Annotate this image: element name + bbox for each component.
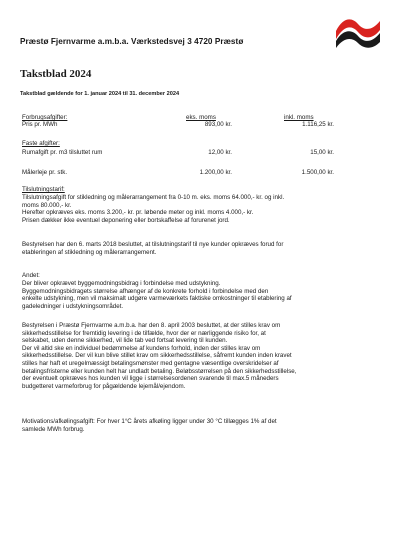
validity-subtitle: Takstblad gældende for 1. januar 2024 til 31. december 2024 xyxy=(20,91,180,97)
company-header: Præstø Fjernvarme a.m.b.a. Værkstedsvej 3 4720 Præstø xyxy=(20,37,244,46)
tilslutning-heading: Tilslutningstarif: xyxy=(22,186,65,193)
motivation-text: Motivations/afkølingsafgift: For hver 1°C årets afkøling ligger under 30 °C tillægges 1% af det samlede MWh forbrug. xyxy=(22,418,277,433)
column-header-ex-moms: eks. moms xyxy=(186,114,216,121)
bestyrelse-tilslutning-text: Bestyrelsen har den 6. marts 2018 besluttet, at tilslutningstarif til nye kunder opkræves forud for etableringen af stikledning og målerarrangement. xyxy=(22,241,284,256)
price-per-mwh-ex: 893,00 kr. xyxy=(204,121,232,128)
rumafgift-inc: 15,00 kr. xyxy=(310,149,334,156)
tilslutning-text: Tilslutningsafgift for stikledning og målerarrangement fra 0-10 m. eks. moms 64.000,- kr. og inkl. moms 80.000,- kr. Herefter opkræves eks. moms 3.200,- kr. pr. løbende meter og inkl. moms 4.000,- kr. Prisen dækker ikke eventuel deponering eller bortskaffelse af forurenet jord. xyxy=(22,194,285,224)
rumafgift-label: Rumafgift pr. m3 tilsluttet rum xyxy=(22,149,103,156)
andet-heading: Andet: xyxy=(22,272,40,279)
maalerleje-label: Målerleje pr. stk. xyxy=(22,169,68,176)
page-title: Takstblad 2024 xyxy=(20,68,92,80)
maalerleje-inc: 1.500,00 kr. xyxy=(301,169,334,176)
column-header-inkl-moms: inkl. moms xyxy=(284,114,314,121)
sikkerhedsstillelse-text: Bestyrelsen i Præstø Fjernvarme a.m.b.a. har den 8. april 2003 besluttet, at der stilles krav om sikkerhedsstillelse for fremtidig levering i de tilfælde, hvor der er nærliggende risiko for, at selskabet, uden denne sikkerhed, vil lide tab ved fortsat levering til kunden. Der vil altid ske en individuel bedømmelse af kundens forhold, inden der stilles krav om sikkerhedsstillelse. Der vil kun blive stillet krav om sikkerhedsstillelse, såfremt kunden inden kravet stilles har haft et uregelmæssigt betalingsmønster med gentagne væsentlige overskridelser af betalingsfristerne eller kunden helt har undladt betaling. Beløbsstørrelsen på den sikkerhedsstillelse, der eventuelt opkræves hos kunden vil ligge i størrelsesordenen svarende til max.5 måneders budgetteret varmeforbrug for pågældende lejemål/ejendom. xyxy=(22,322,297,390)
forbrug-heading: Forbrugsafgifter: xyxy=(22,114,68,121)
andet-text: Der bliver opkrævet byggemodningsbidrag i forbindelse med udstykning. Byggemodningsbidragets størrelse afhænger af de konkrete forhold i forbindelse med den enkelte udstykning, men vil maksimalt udgøre varmeværkets faktiske omkostninger til etablering af gadeledninger i udstykningsområdet. xyxy=(22,280,292,310)
faste-heading: Faste afgifter: xyxy=(22,140,60,147)
price-per-mwh-inc: 1.116,25 kr. xyxy=(302,121,334,128)
rumafgift-ex: 12,00 kr. xyxy=(208,149,232,156)
price-per-mwh-label: Pris pr. MWh xyxy=(22,121,58,128)
company-logo xyxy=(334,15,382,49)
maalerleje-ex: 1.200,00 kr. xyxy=(199,169,232,176)
